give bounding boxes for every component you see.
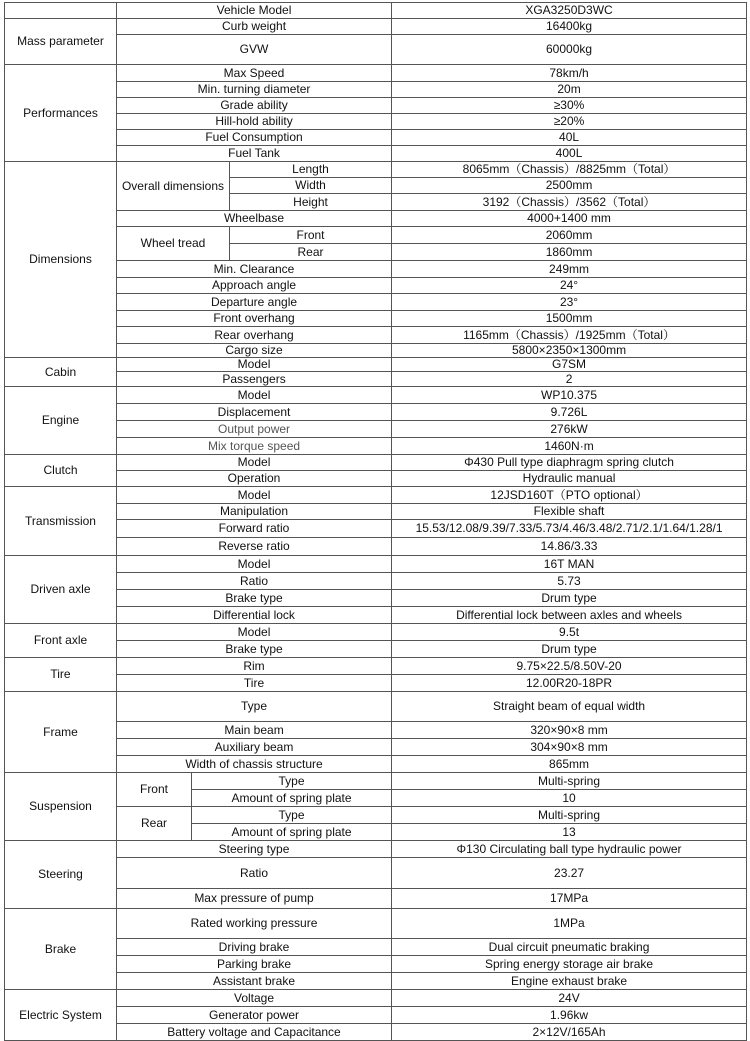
battery-value: 2×12V/165Ah xyxy=(392,1024,747,1041)
table-row xyxy=(5,114,747,130)
table-row xyxy=(5,756,747,773)
table-row xyxy=(5,278,747,294)
spec-table xyxy=(4,2,747,1041)
approach-angle-label: Approach angle xyxy=(117,278,392,294)
width-label: Width xyxy=(230,178,392,194)
length-value: 8065mm（Chassis）/8825mm（Total） xyxy=(392,162,747,178)
pump-pressure-label: Max pressure of pump xyxy=(117,889,392,909)
assistant-brake-value: Engine exhaust brake xyxy=(392,973,747,990)
auxiliary-beam-value: 304×90×8 mm xyxy=(392,739,747,756)
displacement-label: Displacement xyxy=(117,404,392,421)
group-electric-system: Electric System xyxy=(5,990,117,1041)
rear-spring-amount-value: 13 xyxy=(392,824,747,841)
table-row xyxy=(5,35,747,65)
front-axle-model-value: 9.5t xyxy=(392,624,747,641)
pump-pressure-value: 17MPa xyxy=(392,889,747,909)
passengers-label: Passengers xyxy=(117,372,392,387)
voltage-label: Voltage xyxy=(117,990,392,1007)
table-row xyxy=(5,162,747,178)
table-row xyxy=(5,455,747,471)
tread-rear-value: 1860mm xyxy=(392,244,747,261)
table-row xyxy=(5,692,747,722)
table-row xyxy=(5,438,747,455)
table-row xyxy=(5,773,747,790)
hill-hold-label: Hill-hold ability xyxy=(117,114,392,130)
tire-label: Tire xyxy=(117,675,392,692)
driven-axle-model-label: Model xyxy=(117,556,392,573)
group-engine: Engine xyxy=(5,387,117,455)
table-row xyxy=(5,404,747,421)
main-beam-value: 320×90×8 mm xyxy=(392,722,747,739)
table-row xyxy=(5,956,747,973)
group-mass-parameter: Mass parameter xyxy=(5,19,117,65)
reverse-ratio-value: 14.86/3.33 xyxy=(392,538,747,556)
front-type-label: Type xyxy=(192,773,392,790)
group-steering: Steering xyxy=(5,841,117,909)
suspension-rear-label: Rear xyxy=(117,807,192,841)
table-row xyxy=(5,311,747,327)
voltage-value: 24V xyxy=(392,990,747,1007)
group-dimensions: Dimensions xyxy=(5,162,117,358)
group-tire: Tire xyxy=(5,658,117,692)
table-row xyxy=(5,65,747,82)
operation-label: Operation xyxy=(117,471,392,487)
table-row xyxy=(5,722,747,739)
clutch-model-label: Model xyxy=(117,455,392,471)
rear-overhang-value: 1165mm（Chassis）/1925mm（Total） xyxy=(392,327,747,344)
table-row xyxy=(5,372,747,387)
front-axle-brake-label: Brake type xyxy=(117,641,392,658)
cabin-model-label: Model xyxy=(117,358,392,372)
operation-value: Hydraulic manual xyxy=(392,471,747,487)
auxiliary-beam-label: Auxiliary beam xyxy=(117,739,392,756)
rear-overhang-label: Rear overhang xyxy=(117,327,392,344)
driving-brake-value: Dual circuit pneumatic braking xyxy=(392,939,747,956)
table-row xyxy=(5,858,747,889)
departure-angle-value: 23° xyxy=(392,294,747,311)
table-row xyxy=(5,641,747,658)
table-row xyxy=(5,98,747,114)
front-spring-amount-value: 10 xyxy=(392,790,747,807)
rated-pressure-value: 1MPa xyxy=(392,909,747,939)
table-row xyxy=(5,658,747,675)
width-value: 2500mm xyxy=(392,178,747,194)
torque-speed-value: 1460N·m xyxy=(392,438,747,455)
grade-ability-value: ≥30% xyxy=(392,98,747,114)
output-power-label: Output power xyxy=(117,421,392,438)
table-row xyxy=(5,973,747,990)
turning-diameter-label: Min. turning diameter xyxy=(117,82,392,98)
table-row xyxy=(5,358,747,372)
front-spring-amount-label: Amount of spring plate xyxy=(192,790,392,807)
table-row xyxy=(5,227,747,244)
departure-angle-label: Departure angle xyxy=(117,294,392,311)
table-row xyxy=(5,556,747,573)
table-row xyxy=(5,624,747,641)
clutch-model-value: Φ430 Pull type diaphragm spring clutch xyxy=(392,455,747,471)
tire-value: 12.00R20-18PR xyxy=(392,675,747,692)
generator-power-value: 1.96kw xyxy=(392,1007,747,1024)
table-row xyxy=(5,261,747,278)
frame-type-label: Type xyxy=(117,692,392,722)
table-row xyxy=(5,939,747,956)
table-row xyxy=(5,471,747,487)
reverse-ratio-label: Reverse ratio xyxy=(117,538,392,556)
table-row xyxy=(5,294,747,311)
group-driven-axle: Driven axle xyxy=(5,556,117,624)
driven-axle-ratio-label: Ratio xyxy=(117,573,392,590)
min-clearance-label: Min. Clearance xyxy=(117,261,392,278)
manipulation-label: Manipulation xyxy=(117,504,392,520)
front-axle-model-label: Model xyxy=(117,624,392,641)
tread-rear-label: Rear xyxy=(230,244,392,261)
differential-lock-value: Differential lock between axles and wheels xyxy=(392,607,747,624)
steering-type-value: Φ130 Circulating ball type hydraulic power xyxy=(392,841,747,858)
displacement-value: 9.726L xyxy=(392,404,747,421)
table-row xyxy=(5,146,747,162)
table-row xyxy=(5,487,747,504)
group-clutch: Clutch xyxy=(5,455,117,487)
chassis-width-value: 865mm xyxy=(392,756,747,773)
rim-value: 9.75×22.5/8.50V-20 xyxy=(392,658,747,675)
frame-type-value: Straight beam of equal width xyxy=(392,692,747,722)
passengers-value: 2 xyxy=(392,372,747,387)
table-row xyxy=(5,421,747,438)
fuel-consumption-label: Fuel Consumption xyxy=(117,130,392,146)
cabin-model-value: G7SM xyxy=(392,358,747,372)
battery-label: Battery voltage and Capacitance xyxy=(117,1024,392,1041)
height-label: Height xyxy=(230,194,392,211)
transmission-model-value: 12JSD160T（PTO optional） xyxy=(392,487,747,504)
transmission-model-label: Model xyxy=(117,487,392,504)
table-row xyxy=(5,327,747,344)
tread-front-label: Front xyxy=(230,227,392,244)
tread-front-value: 2060mm xyxy=(392,227,747,244)
front-overhang-label: Front overhang xyxy=(117,311,392,327)
table-row xyxy=(5,909,747,939)
fuel-tank-value: 400L xyxy=(392,146,747,162)
approach-angle-value: 24° xyxy=(392,278,747,294)
vehicle-model-label: Vehicle Model xyxy=(117,3,392,19)
rated-pressure-label: Rated working pressure xyxy=(117,909,392,939)
gvw-label: GVW xyxy=(117,35,392,65)
table-row xyxy=(5,889,747,909)
wheelbase-value: 4000+1400 mm xyxy=(392,211,747,227)
group-brake: Brake xyxy=(5,909,117,990)
table-row xyxy=(5,607,747,624)
grade-ability-label: Grade ability xyxy=(117,98,392,114)
table-row xyxy=(5,573,747,590)
driven-axle-ratio-value: 5.73 xyxy=(392,573,747,590)
height-value: 3192（Chassis）/3562（Total） xyxy=(392,194,747,211)
max-speed-label: Max Speed xyxy=(117,65,392,82)
table-row xyxy=(5,504,747,520)
rim-label: Rim xyxy=(117,658,392,675)
table-row xyxy=(5,211,747,227)
table-row xyxy=(5,19,747,35)
driven-axle-brake-value: Drum type xyxy=(392,590,747,607)
table-row xyxy=(5,520,747,538)
manipulation-value: Flexible shaft xyxy=(392,504,747,520)
table-row xyxy=(5,387,747,404)
table-row xyxy=(5,344,747,358)
cargo-size-label: Cargo size xyxy=(117,344,392,358)
steering-ratio-value: 23.27 xyxy=(392,858,747,889)
vehicle-model-value: XGA3250D3WC xyxy=(392,3,747,19)
max-speed-value: 78km/h xyxy=(392,65,747,82)
curb-weight-value: 16400kg xyxy=(392,19,747,35)
wheelbase-label: Wheelbase xyxy=(117,211,392,227)
rear-spring-amount-label: Amount of spring plate xyxy=(192,824,392,841)
table-row xyxy=(5,807,747,824)
generator-power-label: Generator power xyxy=(117,1007,392,1024)
table-row xyxy=(5,1024,747,1041)
hill-hold-value: ≥20% xyxy=(392,114,747,130)
suspension-front-label: Front xyxy=(117,773,192,807)
table-row xyxy=(5,590,747,607)
group-performances: Performances xyxy=(5,65,117,162)
steering-ratio-label: Ratio xyxy=(117,858,392,889)
chassis-width-label: Width of chassis structure xyxy=(117,756,392,773)
main-beam-label: Main beam xyxy=(117,722,392,739)
driven-axle-brake-label: Brake type xyxy=(117,590,392,607)
table-row xyxy=(5,675,747,692)
turning-diameter-value: 20m xyxy=(392,82,747,98)
torque-speed-label: Mix torque speed xyxy=(117,438,392,455)
rear-type-label: Type xyxy=(192,807,392,824)
steering-type-label: Steering type xyxy=(117,841,392,858)
table-row xyxy=(5,739,747,756)
table-row xyxy=(5,3,747,19)
group-transmission: Transmission xyxy=(5,487,117,556)
engine-model-value: WP10.375 xyxy=(392,387,747,404)
overall-dimensions-label: Overall dimensions xyxy=(117,162,230,211)
driving-brake-label: Driving brake xyxy=(117,939,392,956)
table-row xyxy=(5,990,747,1007)
table-row xyxy=(5,538,747,556)
group-front-axle: Front axle xyxy=(5,624,117,658)
table-row xyxy=(5,130,747,146)
rear-type-value: Multi-spring xyxy=(392,807,747,824)
group-suspension: Suspension xyxy=(5,773,117,841)
engine-model-label: Model xyxy=(117,387,392,404)
fuel-tank-label: Fuel Tank xyxy=(117,146,392,162)
front-type-value: Multi-spring xyxy=(392,773,747,790)
front-overhang-value: 1500mm xyxy=(392,311,747,327)
group-frame: Frame xyxy=(5,692,117,773)
forward-ratio-label: Forward ratio xyxy=(117,520,392,538)
table-row xyxy=(5,82,747,98)
differential-lock-label: Differential lock xyxy=(117,607,392,624)
fuel-consumption-value: 40L xyxy=(392,130,747,146)
wheel-tread-label: Wheel tread xyxy=(117,227,230,261)
table-row xyxy=(5,841,747,858)
header-empty-cell xyxy=(5,3,117,19)
front-axle-brake-value: Drum type xyxy=(392,641,747,658)
parking-brake-value: Spring energy storage air brake xyxy=(392,956,747,973)
group-cabin: Cabin xyxy=(5,358,117,387)
parking-brake-label: Parking brake xyxy=(117,956,392,973)
gvw-value: 60000kg xyxy=(392,35,747,65)
forward-ratio-value: 15.53/12.08/9.39/7.33/5.73/4.46/3.48/2.71/2.1/1.64/1.28/1 xyxy=(392,520,747,538)
min-clearance-value: 249mm xyxy=(392,261,747,278)
driven-axle-model-value: 16T MAN xyxy=(392,556,747,573)
assistant-brake-label: Assistant brake xyxy=(117,973,392,990)
output-power-value: 276kW xyxy=(392,421,747,438)
curb-weight-label: Curb weight xyxy=(117,19,392,35)
cargo-size-value: 5800×2350×1300mm xyxy=(392,344,747,358)
length-label: Length xyxy=(230,162,392,178)
table-row xyxy=(5,1007,747,1024)
